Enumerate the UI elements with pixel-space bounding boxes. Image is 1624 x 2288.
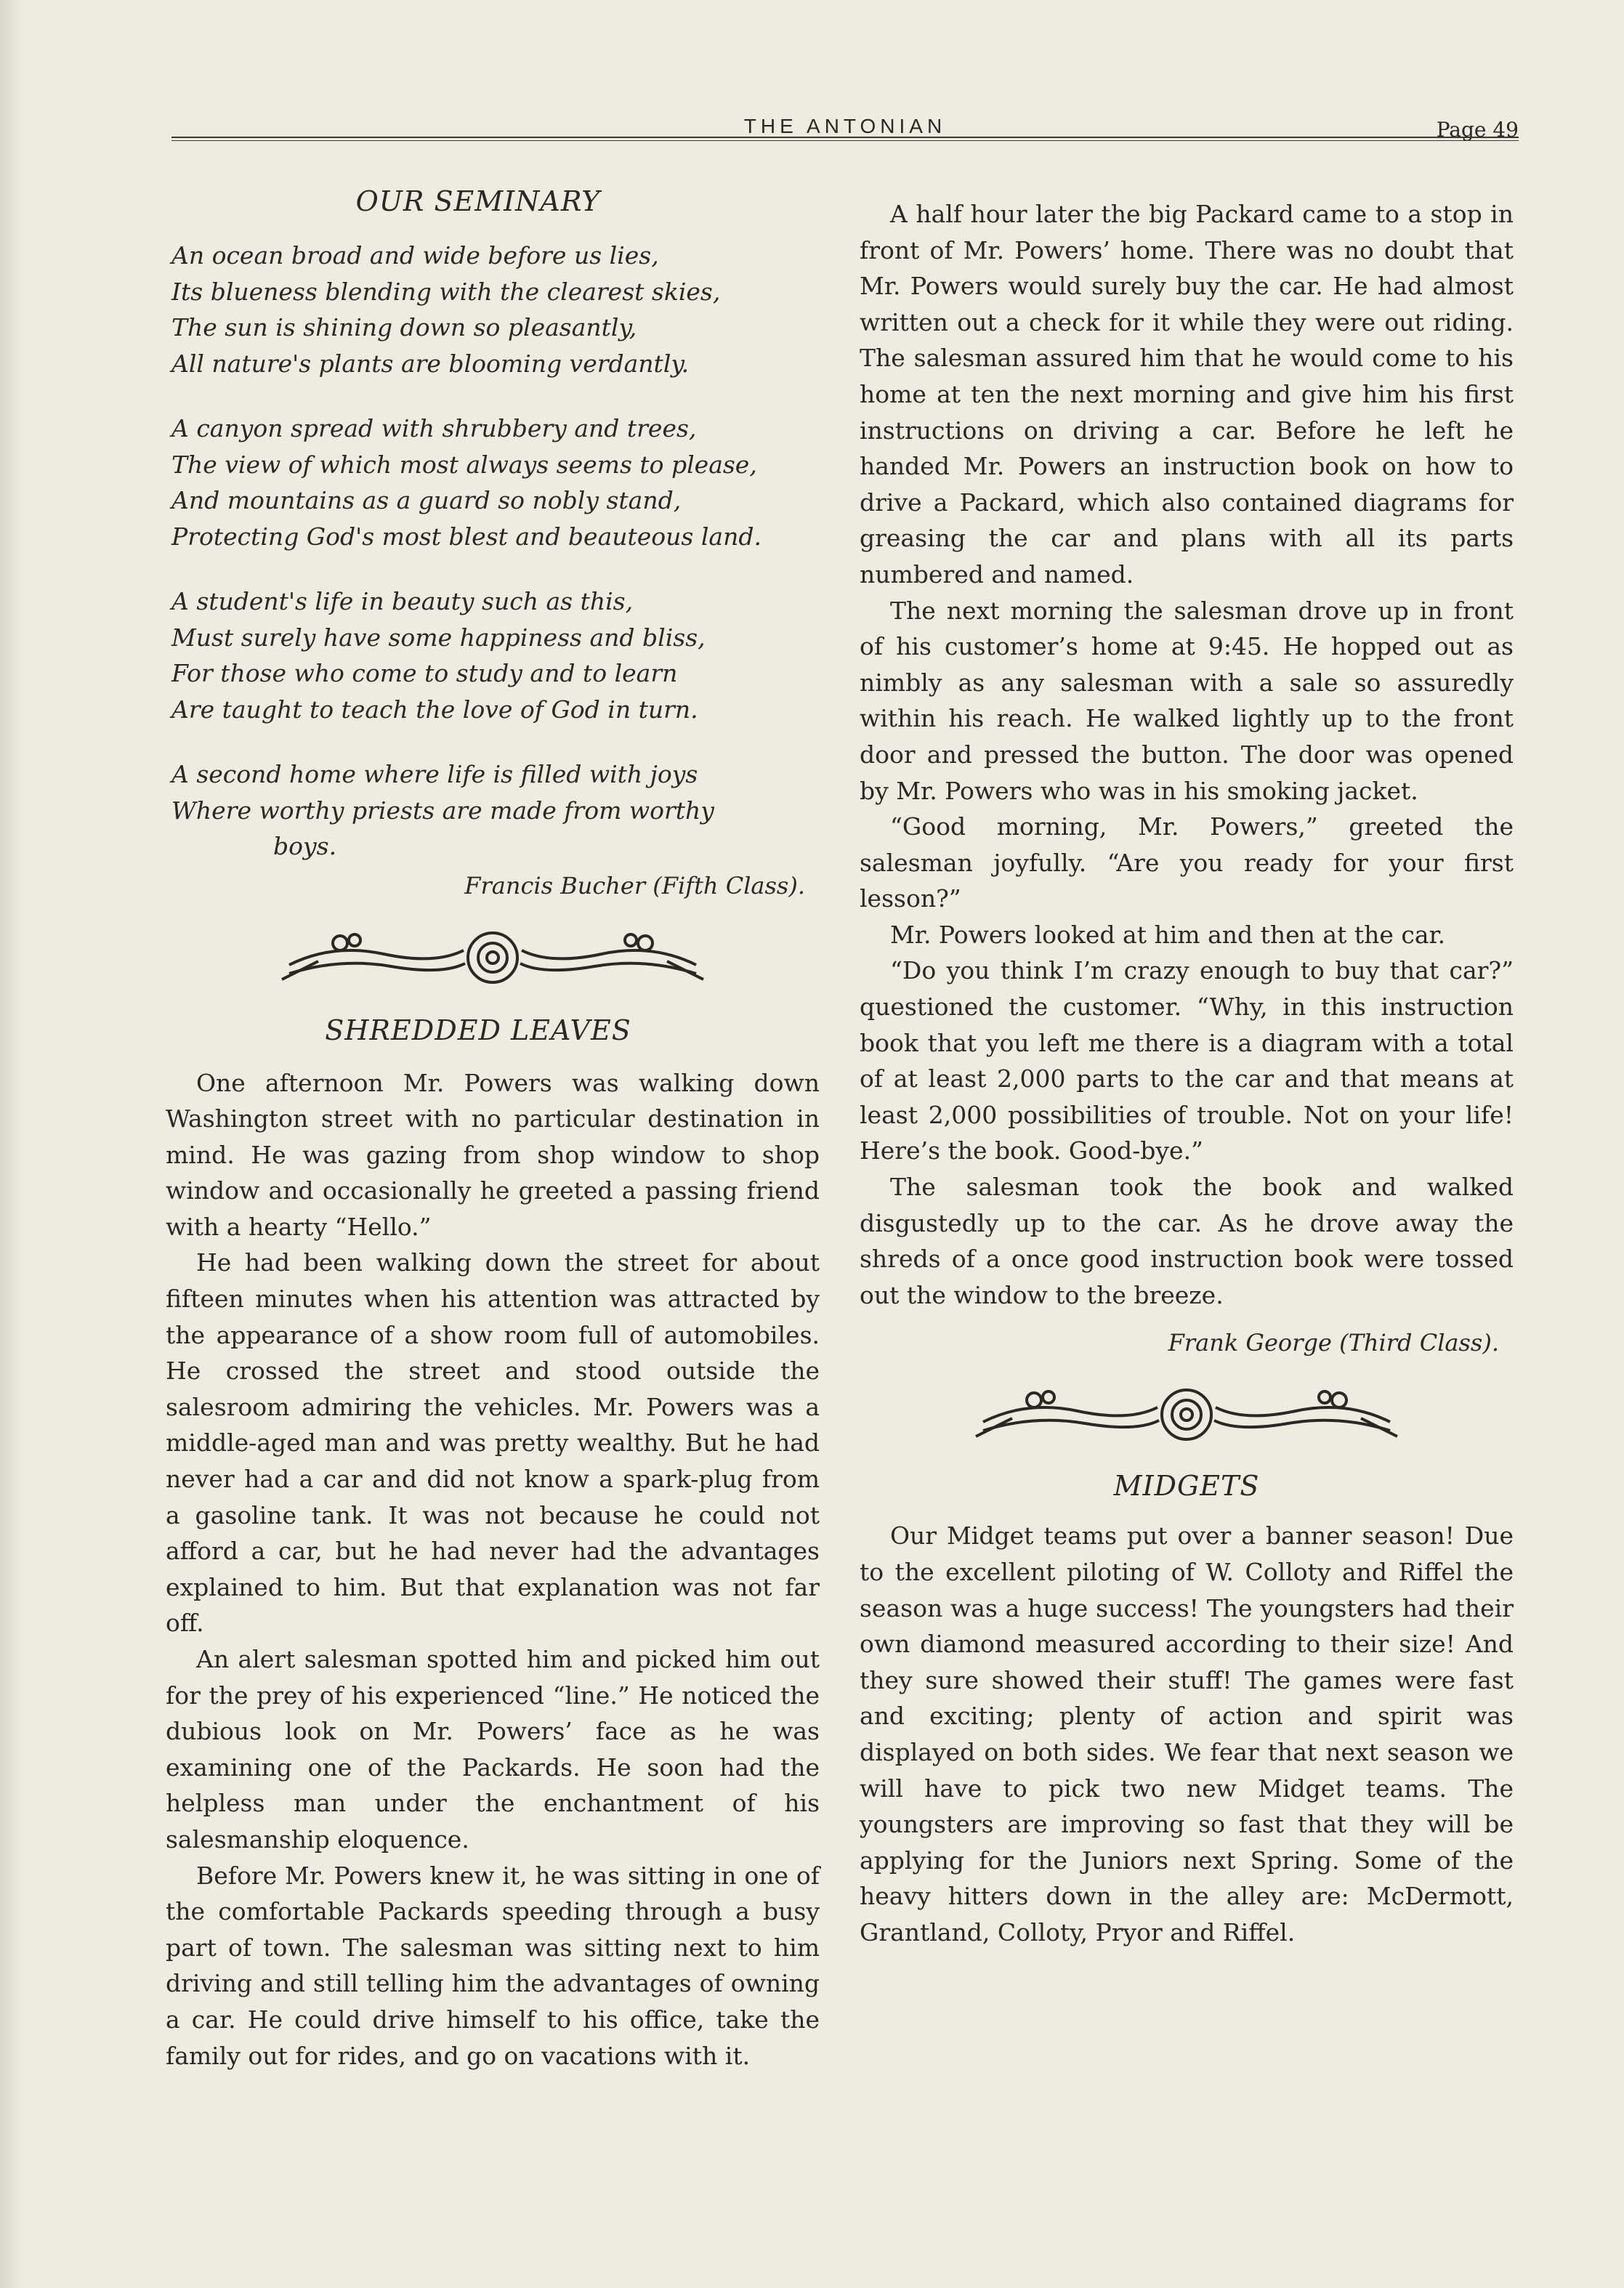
story-paragraph: Before Mr. Powers knew it, he was sitting in one of the comfortable Packards speeding through a busy part of town. The salesman was sitting next to him driving and still telling him the advantages of owning a car. He could drive himself to his office, take the family out for rides, and go on vacations with it.: [166, 1861, 820, 2070]
story-title: SHREDDED LEAVES: [325, 1014, 631, 1046]
poem-line: The sun is shining down so pleasantly,: [171, 313, 637, 341]
story-paragraph: The salesman took the book and walked disgustedly up to the car. As he drove away the shreds of a once good instruction book were tossed out the window to the breeze.: [860, 1173, 1514, 1309]
poem-line: Where worthy priests are made from worthy: [171, 796, 714, 825]
story-paragraph: Mr. Powers looked at him and then at the car.: [890, 920, 1446, 949]
story-paragraph: The next morning the salesman drove up in front of his customer’s home at 9:45. He hopped out as nimbly as any salesman with a sale so assuredly within his reach. He walked lightly up to the front door and pressed the button. The door was opened by Mr. Powers who was in his smoking jacket.: [860, 596, 1514, 805]
poem-line: Must surely have some happiness and bliss,: [171, 623, 706, 652]
poem-line: boys.: [273, 832, 337, 860]
scroll-ornament-icon: [275, 921, 711, 994]
story-paragraph: “Do you think I’m crazy enough to buy that car?” questioned the customer. “Why, in this instruction book that you left me there is a diagram with a total of at least 2,000 parts to the car and that means at least 2,000 possibilities of trouble. Not on your life! Here’s the book. Good-bye.”: [860, 956, 1514, 1165]
right-column: [860, 196, 1514, 1951]
story-byline: Frank George (Third Class).: [1168, 1329, 1499, 1357]
poem-line: A second home where life is filled with joys: [171, 760, 698, 788]
poem-stanza: [171, 756, 820, 865]
poem-stanza: [171, 583, 820, 727]
magazine-title: THE ANTONIAN: [743, 115, 947, 137]
poem-stanza: [171, 238, 820, 381]
page-edge: [0, 0, 22, 2288]
story-paragraph: A half hour later the big Packard came to a stop in front of Mr. Powers’ home. There was no doubt that Mr. Powers would surely buy the car. He had almost written out a check for it while they were out riding. The salesman assured him that he would come to his home at ten the next morning and give him his first instructions on driving a car. Before he left he handed Mr. Powers an instruction book on how to drive a Packard, which also contained diagrams for greasing the car and plans with all its parts numbered and named.: [860, 200, 1514, 589]
section-title: MIDGETS: [1113, 1470, 1260, 1503]
story-paragraph: He had been walking down the street for about fifteen minutes when his attention was attracted by the appearance of a show room full of automobiles. He crossed the street and stood outside the salesroom admiring the vehicles. Mr. Powers was a middle-aged man and was pretty wealthy. But he had never had a car and did not know a spark-plug from a gasoline tank. It was not because he could not afford a car, but he had never had the advantages explained to him. But that explanation was not far off.: [166, 1248, 820, 1638]
story-text-left: [166, 1065, 820, 2074]
poem-line: A student's life in beauty such as this,: [171, 587, 634, 615]
left-column: [166, 185, 820, 2074]
story-text-right: [860, 196, 1514, 1313]
story-paragraph: An alert salesman spotted him and picked him out for the prey of his experienced “line.” He noticed the dubious look on Mr. Powers’ face as he was examining one of the Packards. He soon had the helpless man under the enchantment of his salesmanship eloquence.: [166, 1645, 820, 1854]
scroll-ornament-icon: [969, 1378, 1405, 1451]
header-rule: [171, 137, 1519, 141]
poem: [166, 238, 820, 865]
poem-line: All nature's plants are blooming verdantly.: [171, 349, 690, 378]
poem-title: OUR SEMINARY: [355, 185, 601, 217]
story-paragraph: One afternoon Mr. Powers was walking down Washington street with no particular destination in mind. He was gazing from shop window to shop window and occasionally he greeted a passing friend with a hearty “Hello.”: [166, 1068, 820, 1241]
poem-line: The view of which most always seems to please,: [171, 450, 757, 479]
poem-line: An ocean broad and wide before us lies,: [171, 241, 659, 270]
poem-byline: Francis Bucher (Fifth Class).: [464, 871, 805, 900]
poem-stanza: [171, 411, 820, 554]
midgets-text: [860, 1518, 1514, 1950]
midgets-paragraph: Our Midget teams put over a banner season! Due to the excellent piloting of W. Colloty and Riffel the season was a huge success! The youngsters had their own diamond measured according to their size! And they sure showed their stuff! The games were fast and exciting; plenty of action and spirit was displayed on both sides. We fear that next season we will have to pick two new Midget teams. The youngsters are improving so fast that they will be applying for the Juniors next Spring. Some of the heavy hitters down in the alley are: McDermott, Grantland, Colloty, Pryor and Riffel.: [860, 1521, 1514, 1947]
poem-line: For those who come to study and to learn: [171, 659, 678, 687]
poem-line: Are taught to teach the love of God in turn.: [171, 695, 698, 724]
poem-line: Its blueness blending with the clearest skies,: [171, 277, 721, 306]
story-paragraph: “Good morning, Mr. Powers,” greeted the salesman joyfully. “Are you ready for your first lesson?”: [860, 812, 1514, 913]
poem-line: And mountains as a guard so nobly stand,: [171, 486, 682, 514]
page-number: Page 49: [1436, 118, 1519, 142]
poem-line: A canyon spread with shrubbery and trees,: [171, 414, 697, 442]
poem-line: Protecting God's most blest and beauteous land.: [171, 522, 761, 551]
